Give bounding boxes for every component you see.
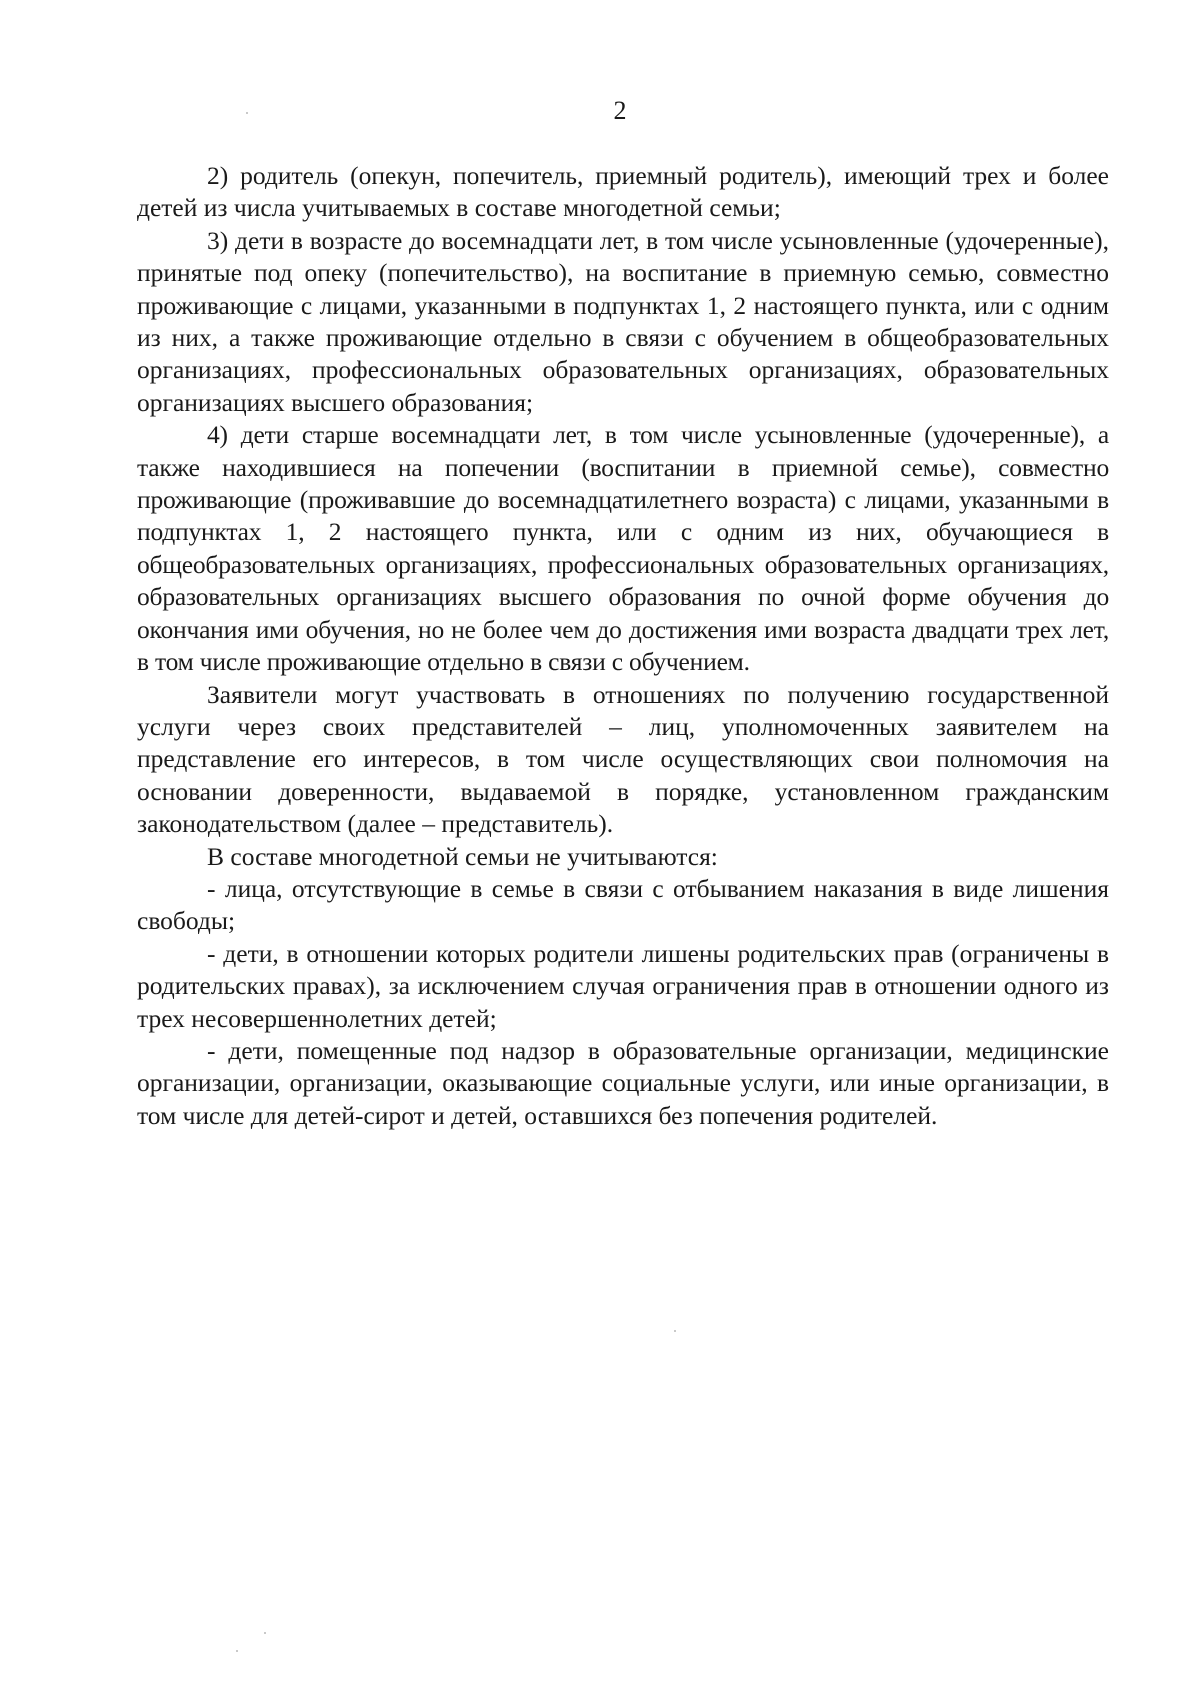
paragraph-exclusion-prisoners: - лица, отсутствующие в семье в связи с отбыванием наказания в виде лишения свободы;: [137, 873, 1109, 936]
page-number: 2: [613, 96, 627, 125]
paragraph-item-4: 4) дети старше восемнадцати лет, в том числе усыновленные (удочеренные), а также находившиеся на попечении (воспитании в приемной семье), совместно проживающие (проживавшие до восемнадцатилетнего возраста) с лицами, указанными в подпунктах 1, 2 настоящего пункта, или с одним из них, обучающиеся в общеобразовательных организациях, профессиональных образовательных организациях, образовательных организациях высшего образования по очной форме обучения до окончания ими обучения, но не более чем до достижения ими возраста двадцати трех лет, в том числе проживающие отдельно в связи с обучением.: [137, 420, 1109, 677]
scan-speck: [674, 1330, 676, 1332]
scan-speck: [236, 1650, 238, 1652]
paragraph-exclusions-intro: В составе многодетной семьи не учитываются:: [207, 841, 718, 871]
paragraph-item-2: 2) родитель (опекун, попечитель, приемный родитель), имеющий трех и более детей из числа учитываемых в составе многодетной семьи;: [137, 161, 1109, 223]
paragraph-representatives: Заявители могут участвовать в отношениях по получению государственной услуги через своих представителей – лиц, уполномоченных заявителем на представление его интересов, в том числе осуществляющих свои полномочия на основании доверенности, выдаваемой в порядке, установленном гражданским законодательством (далее – представитель).: [137, 679, 1109, 839]
paragraph-exclusion-deprived-rights: - дети, в отношении которых родители лишены родительских прав (ограничены в родительских правах), за исключением случая ограничения прав в отношении одного из трех несовершеннолетних детей;: [137, 938, 1109, 1033]
document-body: [137, 160, 1109, 1132]
paragraph-exclusion-institutions: - дети, помещенные под надзор в образовательные организации, медицинские организации, организации, оказывающие социальные услуги, или иные организации, в том числе для детей-сирот и детей, оставшихся без попечения родителей.: [137, 1035, 1109, 1130]
paragraph-item-3: 3) дети в возрасте до восемнадцати лет, в том числе усыновленные (удочеренные), принятые под опеку (попечительство), на воспитание в приемную семью, совместно проживающие с лицами, указанными в подпунктах 1, 2 настоящего пункта, или с одним из них, а также проживающие отдельно в связи с обучением в общеобразовательных организациях, профессиональных образовательных организациях, образовательных организациях высшего образования;: [137, 225, 1109, 417]
scan-speck: [264, 1632, 266, 1634]
scan-speck: [246, 112, 248, 114]
